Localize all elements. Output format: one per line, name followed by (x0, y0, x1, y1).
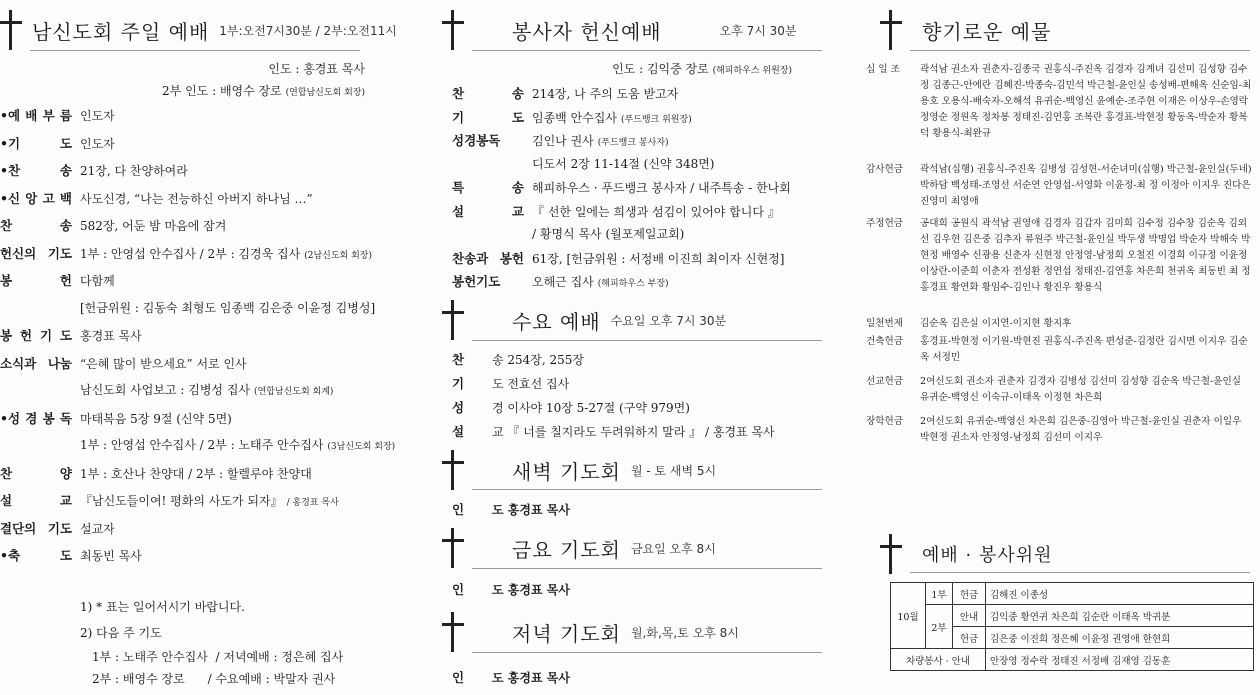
row-label: •기 도 (0, 135, 72, 151)
volunteers-table (890, 582, 1254, 671)
cross-icon (880, 10, 902, 50)
row-label: 헌신의 기도 (0, 245, 72, 261)
row-label: 찬 양 (0, 465, 72, 481)
role-cell: 헌금 (953, 583, 986, 605)
divider (472, 50, 822, 51)
wednesday-service-header (442, 300, 726, 340)
cross-icon (880, 534, 902, 574)
evening-prayer-leader: 인 도 홍경표 목사 (452, 670, 570, 685)
order-row (0, 436, 395, 453)
offering-names: 곽석남 권소자 권춘자-김종국 권홍식-주진옥 김경자 김계녀 김선미 김성향 김수정 김종근-안에란 김혜진-박종숙-김민석 박근철-윤인실 송성배-편해옥 신순임-최용호 오용식-배숙자-오해석 유귀순-백영신 윤예순-조주현 이재은 이상우-손영락 정영순 정원옥 정차봉 정태진-김연홍 조복란 홍경표-박현정 황동옥-박순자 황복덕 황용식-최완규 (920, 64, 1252, 139)
order-row (0, 519, 119, 537)
order-row (452, 155, 719, 172)
row-text: 『남신도들이여! 평화의 사도가 되자』 (80, 494, 283, 508)
section-title: 새벽 기도회 (512, 459, 621, 484)
row-label: •축 도 (0, 548, 72, 563)
row-text: 『 선한 일에는 희생과 섬김이 있어야 합니다 』 (532, 204, 780, 219)
row-label: 특 송 (452, 180, 524, 195)
row-note: (푸드뱅크 봉사자) (597, 138, 669, 148)
notice-2: 2) 다음 주 기도 (80, 626, 162, 640)
order-row (452, 422, 775, 440)
row-note: (푸드뱅크 위원장) (620, 114, 692, 125)
row-label: 설 교 (0, 493, 72, 508)
order-row (452, 350, 584, 368)
section-title: 봉사자 헌신예배 (512, 19, 662, 44)
row-label: 기 도 (452, 109, 524, 125)
row-note: / 홍경표 목사 (286, 498, 339, 508)
row-text: 설교자 (80, 521, 115, 536)
row-label: 성경봉독 (452, 133, 501, 148)
row-label: 소식과 나눔 (0, 355, 72, 371)
part-cell: 1부 (926, 583, 953, 605)
order-row (0, 189, 317, 207)
row-text: 사도신경, “나는 전능하신 아버지 하나님 …” (80, 191, 313, 206)
row-text: 도 전효선 집사 (492, 377, 570, 391)
order-row (0, 134, 119, 152)
row-text: 홍경표 목사 (80, 329, 142, 343)
offering-row (866, 334, 1260, 366)
offering-row (866, 62, 1260, 142)
offering-label: 주정헌금 (866, 218, 904, 229)
offering-names: 곽석남(십행) 권홍식-주진옥 김병성 김성현-서순녀미(십행) 박근철-윤인실(두네) 박하담 백성태-조영선 서순연 안영섭-서영화 이윤정-최 정 이정아 이지우 진다은 진영미 최영애 (920, 164, 1252, 207)
table-row (891, 583, 1254, 605)
row-label: 봉 헌 기 도 (0, 328, 72, 343)
row-text: 임종백 안수집사 (532, 110, 617, 125)
row-text: 582장, 어둔 밤 마음에 잠겨 (80, 219, 227, 233)
notice-1: 1) * 표는 일어서시기 바랍니다. (80, 600, 245, 614)
table-row (891, 649, 1254, 671)
order-row (452, 202, 784, 220)
divider (472, 652, 822, 653)
order-row (452, 178, 795, 196)
order-row (452, 108, 692, 126)
order-row (452, 131, 669, 149)
offerings-header (880, 10, 1051, 50)
offering-row (866, 374, 1260, 406)
row-label: 설 교 (452, 203, 524, 219)
section-time: 월,화,목,토 오후 8시 (630, 625, 739, 640)
row-label: •신 앙 고 백 (0, 190, 72, 206)
order-row (0, 464, 316, 482)
row-text: 해피하우스 · 푸드뱅크 봉사자 / 내주특송 - 한나회 (532, 181, 791, 195)
row-label: •성 경 봉 독 (0, 410, 72, 426)
role-cell: 헌금 (953, 627, 986, 649)
section-time: 수요일 오후 7시 30분 (610, 313, 727, 328)
order-row (0, 326, 146, 344)
offering-names: 공대희 공원식 곽석남 권영애 김경자 김갑자 김미희 김수정 김수창 김순옥 김외선 김우현 김은중 김추자 류원주 박근철-윤인실 박두생 박명업 박순자 박해숙 박현정 배영수 신광용 신춘자 신현정 안정영-남정희 오철진 이경희 이규정 이윤정 이상란-이준희 이춘자 전성환 정연섭 정태진-김연홍 차은희 천귀옥 최동빈 최 정 홍경표 황연화 황임수-김인나 황진우 황용식 (920, 218, 1251, 293)
names-cell: 안장영 정수락 정태진 서정배 김재영 김동훈 (986, 649, 1254, 671)
order-row (0, 409, 236, 427)
row-note: (2남신도회 회장) (304, 250, 372, 261)
offering-label: 장학헌금 (866, 416, 904, 427)
row-label: 찬 송 (452, 86, 524, 101)
divider (910, 50, 1250, 51)
offering-names: 김순옥 김은실 이지연-이지현 황지후 (920, 318, 1072, 329)
order-row (452, 225, 688, 242)
row-label: 설 (452, 424, 465, 439)
section-title: 저녁 기도회 (512, 621, 621, 646)
section-title: 금요 기도회 (512, 537, 621, 562)
section-title: 예배 · 봉사위원 (922, 545, 1053, 566)
row-text: 최동빈 목사 (80, 549, 142, 563)
row-text: 214장, 나 주의 도움 받고자 (532, 87, 679, 101)
cross-icon (442, 612, 464, 652)
row-text: 1부 : 호산나 찬양대 / 2부 : 할렐루야 찬양대 (80, 466, 312, 481)
cross-icon (442, 300, 464, 340)
order-row (452, 84, 682, 102)
presider-line: 인도 : 김익중 장로 (해피하우스 위원장) (612, 62, 792, 76)
row-text: 21장, 다 찬양하여라 (80, 164, 188, 178)
table-row (891, 605, 1254, 627)
row-label: •찬 송 (0, 163, 72, 178)
order-row (0, 161, 192, 179)
offering-names: 홍경표-박현정 이기원-박현진 권홍식-주진옥 편성준-김정란 김시면 이지우 김순옥 서정민 (920, 336, 1248, 363)
order-row (452, 249, 788, 267)
row-text: 김인나 권사 (532, 134, 594, 148)
row-note: (해피하우스 부장) (597, 279, 669, 289)
order-row (0, 381, 333, 398)
offering-label: 일천번제 (866, 318, 904, 329)
presider2-line: 2부 인도 : 배영수 장로 (연합남신도회 회장) (162, 84, 365, 98)
row-text: 다함께 (80, 274, 115, 288)
divider (30, 50, 360, 51)
volunteers-header (880, 534, 1053, 574)
divider (910, 572, 1250, 573)
names-cell: 김해진 이종성 (986, 583, 1254, 605)
row-text: 1부 : 안영섭 안수집사 / 2부 : 노태주 안수집사 (80, 438, 324, 452)
row-label: 결단의 기도 (0, 520, 72, 536)
section-title: 수요 예배 (512, 309, 601, 334)
row-label: 찬송과 봉헌 (452, 250, 524, 266)
order-row (0, 216, 230, 234)
cross-icon (0, 10, 22, 50)
offering-names: 2여신도회 유귀순-백영신 차은희 김은중-김영아 박근철-윤인실 권춘자 이일우 박현정 권소자 안정영-남정희 김선미 이지우 (920, 416, 1242, 443)
row-label: 찬 송 (0, 218, 72, 233)
notice-3: 1부 : 노태주 안수집사 / 저녁예배 : 정은혜 집사 (92, 650, 344, 664)
role-cell: 안내 (953, 605, 986, 627)
row-label: 찬 (452, 352, 465, 367)
row-text: 교 『 너를 칠지라도 두려워하지 말라 』 / 홍경표 목사 (492, 425, 775, 439)
section-time: 오후 7시 30분 (719, 23, 797, 38)
row-text: 61장, [헌금위원 : 서정배 이진희 최이자 신현정] (532, 251, 785, 266)
order-row (0, 299, 379, 316)
row-label: 성 (452, 400, 465, 415)
notice-4: 2부 : 배영수 장로 / 수요예배 : 박말자 권사 (92, 672, 336, 686)
row-text: 인도자 (80, 109, 115, 123)
row-text: 송 254장, 255장 (492, 353, 585, 367)
row-text: 마태복음 5장 9절 (신약 5면) (80, 411, 232, 426)
row-label: 기 (452, 376, 465, 391)
offering-label: 감사헌금 (866, 164, 904, 175)
names-cell: 김은중 이진희 정은혜 이윤정 권영애 한현희 (986, 627, 1254, 649)
part-cell: 2부 (926, 605, 953, 649)
friday-prayer-leader: 인 도 홍경표 목사 (452, 582, 570, 597)
offering-label: 십 일 조 (866, 64, 900, 75)
divider (472, 489, 822, 490)
row-text: 남신도회 사업보고 : 김병성 집사 (80, 383, 250, 397)
offering-names: 2여신도회 권소자 권춘자 김경자 김병성 김선미 김성향 김순옥 박근철-윤인실 유귀순-백영신 이숙규-이태옥 이정현 차은희 (920, 376, 1242, 403)
cross-icon (442, 450, 464, 490)
row-label: •예 배 부 름 (0, 108, 72, 123)
section-time: 1부:오전7시30분 / 2부:오전11시 (219, 23, 397, 38)
order-row (452, 398, 690, 416)
sunday-service-header (0, 10, 397, 50)
row-text: [헌금위원 : 김동숙 최형도 임종백 김은중 이윤정 김병성] (80, 300, 376, 315)
offering-row (866, 414, 1260, 446)
row-text: 1부 : 안영섭 안수집사 / 2부 : 김경욱 집사 (80, 246, 301, 261)
row-label: 봉 헌 (0, 273, 72, 288)
order-row (452, 374, 569, 392)
names-cell: 김익중 황연귀 차은희 김순란 이태옥 박귀분 (986, 605, 1254, 627)
row-text: 경 이사야 10장 5-27절 (구약 979면) (492, 401, 690, 415)
order-row (0, 244, 372, 262)
section-title: 향기로운 예물 (922, 19, 1052, 44)
row-text: 오해근 집사 (532, 275, 594, 289)
month-cell: 10월 (891, 583, 926, 649)
offering-row (866, 216, 1260, 296)
offering-row (866, 316, 1260, 332)
evening-prayer-header (442, 612, 739, 652)
row-note: (3남신도회 회장) (327, 442, 396, 452)
volunteer-service-header (442, 10, 797, 50)
order-row (0, 354, 251, 372)
section-title: 남신도회 주일 예배 (32, 19, 210, 44)
offering-row (866, 162, 1260, 210)
section-time: 월 - 토 새벽 5시 (630, 463, 717, 478)
order-row (0, 491, 339, 509)
offering-label: 건축헌금 (866, 336, 904, 347)
dawn-prayer-leader: 인 도 홍경표 목사 (452, 502, 570, 517)
order-row (452, 272, 669, 290)
order-row (0, 546, 146, 564)
dawn-prayer-header (442, 450, 716, 490)
row-text: “은혜 많이 받으세요” 서로 인사 (80, 356, 247, 371)
row-label: 봉헌기도 (452, 274, 501, 289)
row-text: / 황명식 목사 (월포제일교회) (532, 227, 685, 241)
role-cell: 차량봉사 · 안내 (891, 649, 986, 671)
cross-icon (442, 528, 464, 568)
row-note: (연합남신도회 회계) (254, 387, 334, 397)
offering-label: 선교헌금 (866, 376, 904, 387)
presider-line: 인도 : 홍경표 목사 (268, 62, 365, 76)
cross-icon (442, 10, 464, 50)
order-row (0, 271, 119, 289)
row-text: 인도자 (80, 136, 115, 151)
divider (472, 568, 822, 569)
divider (472, 340, 822, 341)
order-row (0, 106, 119, 124)
section-time: 금요일 오후 8시 (630, 541, 716, 556)
friday-prayer-header (442, 528, 716, 568)
row-text: 디도서 2장 11-14절 (신약 348면) (532, 156, 715, 171)
